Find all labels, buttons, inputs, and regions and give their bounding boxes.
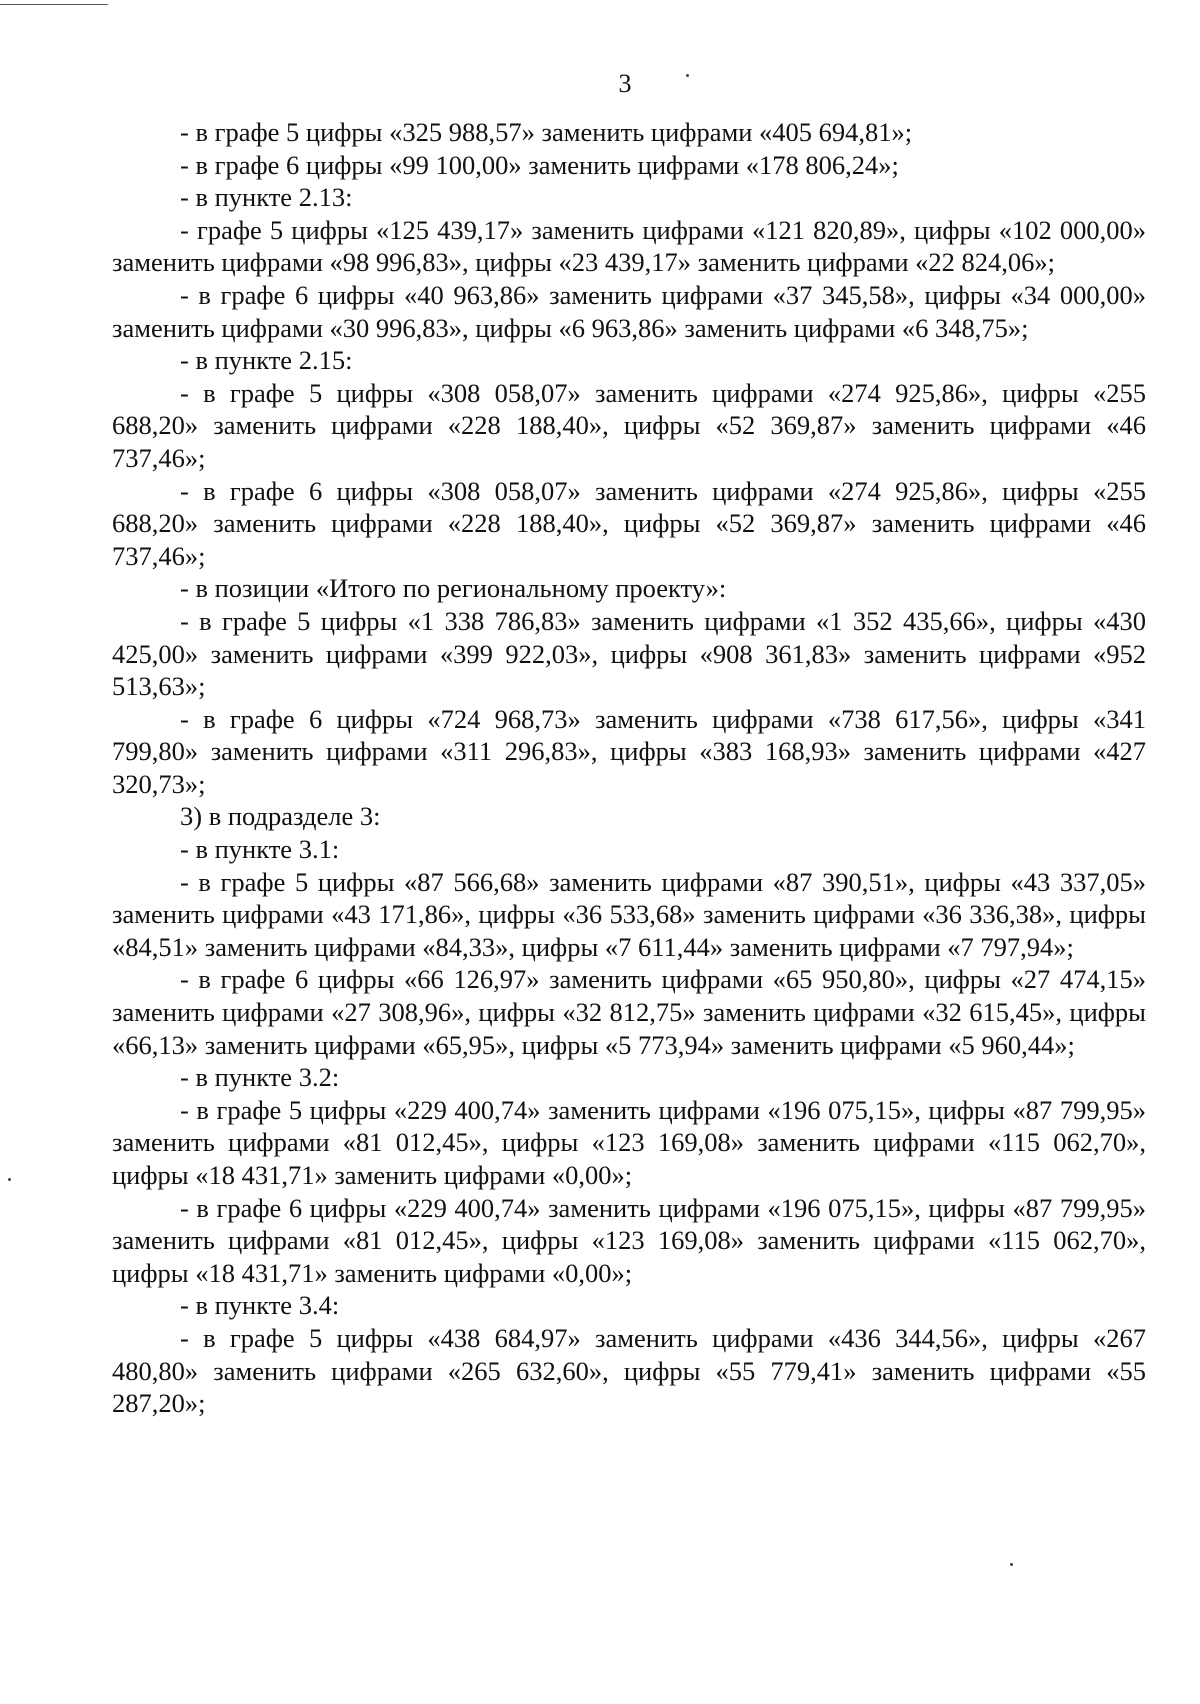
paragraph: - в графе 6 цифры «40 963,86» заменить цифрами «37 345,58», цифры «34 000,00» заменить цифрами «30 996,83», цифры «6 963,86» заменить цифрами «6 348,75»; [112,279,1146,343]
paragraph: - в пункте 2.13: [180,182,353,213]
document-body [112,116,1146,1420]
paragraph: - в пункте 2.15: [180,345,353,376]
paragraph: - в графе 6 цифры «724 968,73» заменить цифрами «738 617,56», цифры «341 799,80» заменить цифрами «311 296,83», цифры «383 168,93» заменить цифрами «427 320,73»; [112,703,1146,799]
paragraph: - графе 5 цифры «125 439,17» заменить цифрами «121 820,89», цифры «102 000,00» заменить цифрами «98 996,83», цифры «23 439,17» заменить цифрами «22 824,06»; [112,214,1146,278]
paragraph: - в графе 5 цифры «438 684,97» заменить цифрами «436 344,56», цифры «267 480,80» заменить цифрами «265 632,60», цифры «55 779,41» заменить цифрами «55 287,20»; [112,1322,1146,1419]
paragraph: - в графе 5 цифры «229 400,74» заменить цифрами «196 075,15», цифры «87 799,95» заменить цифрами «81 012,45», цифры «123 169,08» заменить цифрами «115 062,70», цифры «18 431,71» заменить цифрами «0,00»; [112,1094,1146,1190]
paragraph: - в графе 5 цифры «1 338 786,83» заменить цифрами «1 352 435,66», цифры «430 425,00» заменить цифрами «399 922,03», цифры «908 361,83» заменить цифрами «952 513,63»; [112,605,1146,702]
paragraph: - в графе 5 цифры «87 566,68» заменить цифрами «87 390,51», цифры «43 337,05» заменить цифрами «43 171,86», цифры «36 533,68» заменить цифрами «36 336,38», цифры «84,51» заменить цифрами «84,33», цифры «7 611,44» заменить цифрами «7 797,94»; [112,866,1146,962]
paragraph: - в графе 6 цифры «99 100,00» заменить цифрами «178 806,24»; [180,149,899,180]
paragraph: - в пункте 3.2: [180,1062,340,1093]
paragraph: - в графе 6 цифры «66 126,97» заменить цифрами «65 950,80», цифры «27 474,15» заменить цифрами «27 308,96», цифры «32 812,75» заменить цифрами «32 615,45», цифры «66,13» заменить цифрами «65,95», цифры «5 773,94» заменить цифрами «5 960,44»; [112,964,1146,1060]
page-number: 3 [618,69,632,98]
paragraph: - в графе 6 цифры «229 400,74» заменить цифрами «196 075,15», цифры «87 799,95» заменить цифрами «81 012,45», цифры «123 169,08» заменить цифрами «115 062,70», цифры «18 431,71» заменить цифрами «0,00»; [112,1192,1146,1288]
paragraph: - в графе 6 цифры «308 058,07» заменить цифрами «274 925,86», цифры «255 688,20» заменить цифрами «228 188,40», цифры «52 369,87» заменить цифрами «46 737,46»; [112,475,1146,571]
scan-artifact-line [0,4,108,5]
paragraph: - в графе 5 цифры «308 058,07» заменить цифрами «274 925,86», цифры «255 688,20» заменить цифрами «228 188,40», цифры «52 369,87» заменить цифрами «46 737,46»; [112,377,1146,473]
paragraph: - в графе 5 цифры «325 988,57» заменить цифрами «405 694,81»; [180,117,913,147]
paragraph: - в позиции «Итого по региональному проекту»: [180,573,727,604]
scan-artifact-dot [1010,1563,1013,1566]
scan-artifact-dot [8,1178,11,1181]
paragraph: - в пункте 3.1: [180,834,340,865]
paragraph: 3) в подразделе 3: [180,801,381,832]
paragraph: - в пункте 3.4: [180,1290,340,1321]
